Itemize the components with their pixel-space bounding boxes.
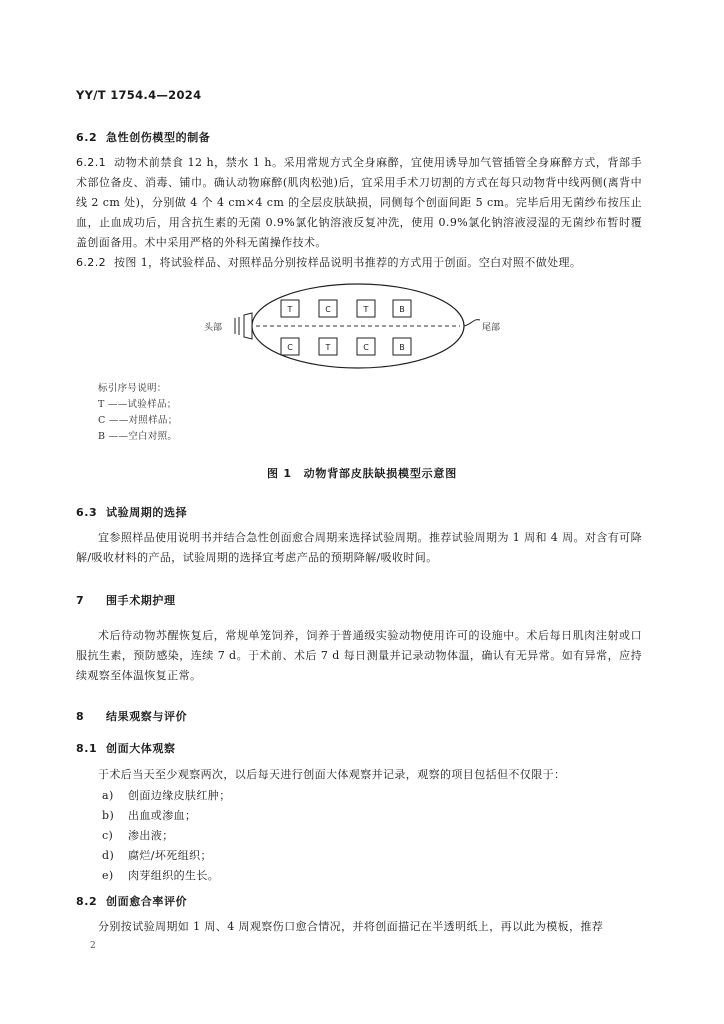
heading-number: 6.2 <box>76 131 98 144</box>
wound-label-top-3: T <box>363 305 369 314</box>
list-item <box>102 866 231 886</box>
legend-title: 标引序号说明： <box>98 383 167 394</box>
list-item <box>102 846 231 866</box>
tail-label: 尾部 <box>482 323 501 333</box>
figure-caption: 图 1 动物背部皮肤缺损模型示意图 <box>266 467 458 480</box>
list-item <box>102 806 231 826</box>
list-item-label: d) <box>102 849 115 862</box>
heading-title: 试验周期的选择 <box>106 506 188 519</box>
clause-text: 按图 1，将试验样品、对照样品分别按样品说明书推荐的方式用于创面。空白对照不做处理。 <box>114 256 582 269</box>
clause-number: 6.2.2 <box>76 256 106 269</box>
list-item-text: 肉芽组织的生长。 <box>128 869 220 882</box>
heading-title: 急性创伤模型的制备 <box>106 131 211 144</box>
page-number: 2 <box>90 941 96 951</box>
heading-number: 8.1 <box>76 742 98 755</box>
heading-8 <box>76 708 187 724</box>
wound-label-bottom-4: B <box>399 343 405 352</box>
head-marker <box>235 313 252 339</box>
heading-8-2 <box>76 893 187 909</box>
paragraph-8-2: 分别按试验周期如 1 周、4 周观察伤口愈合情况，并将创面描记在半透明纸上，再以此为模板，推荐 <box>98 920 604 933</box>
heading-number: 8 <box>76 710 85 723</box>
heading-title: 创面愈合率评价 <box>106 895 188 908</box>
observation-list <box>102 786 231 886</box>
list-item <box>102 826 231 846</box>
list-item-label: a) <box>102 789 114 802</box>
figure-diagram <box>190 280 530 380</box>
clause-number: 6.2.1 <box>76 156 106 169</box>
paragraph-7: 术后待动物苏醒恢复后，常规单笼饲养，饲养于普通级实验动物使用许可的设施中。术后每日肌肉注射或口服抗生素，预防感染，连续 7 d。于术前、术后 7 d 每日测量并记录动物体温，确认有无异常。如有异常，应持续观察至体温恢复正常。 <box>76 629 642 682</box>
list-item-label: b) <box>102 809 115 822</box>
paragraph-6-3: 宜参照样品使用说明书并结合急性创面愈合周期来选择试验周期。推荐试验周期为 1 周和 4 周。对含有可降解/吸收材料的产品，试验周期的选择宜考虑产品的预期降解/吸收时间。 <box>76 531 642 564</box>
wound-label-bottom-1: C <box>287 343 293 352</box>
legend-item: T ——试验样品； <box>98 399 177 410</box>
heading-number: 6.3 <box>76 506 98 519</box>
document-id: YY/T 1754.4—2024 <box>76 88 202 102</box>
list-item-text: 腐烂/坏死组织； <box>128 849 212 862</box>
paragraph-8-1: 于术后当天至少观察两次，以后每天进行创面大体观察并记录，观察的项目包括但不仅限于： <box>98 768 566 781</box>
heading-number: 8.2 <box>76 895 98 908</box>
heading-6-3 <box>76 504 187 520</box>
list-item-label: e) <box>102 869 114 882</box>
heading-7 <box>76 592 176 608</box>
clause-text: 动物术前禁食 12 h，禁水 1 h。采用常规方式全身麻醉，宜使用诱导加气管插管全身麻醉方式，背部手术部位备皮、消毒、铺巾。确认动物麻醉(肌肉松弛)后，宜采用手术刀切割的方式在每只动物背中线两侧(离背中线 2 cm 处)，分别做 4 个 4 cm×4 cm 的全层皮肤缺损，同侧每个创面间距 5 cm。完毕后用无菌纱布按压止血，止血成功后，用含抗生素的无菌 0.9%氯化钠溶液反复冲洗，使用 0.9%氯化钠溶液浸湿的无菌纱布暂时覆盖创面备用。术中采用严格的外科无菌操作技术。 <box>76 156 642 249</box>
heading-title: 结果观察与评价 <box>106 710 188 723</box>
paragraph-6-2-1 <box>76 153 642 253</box>
wound-label-top-4: B <box>399 305 405 314</box>
legend-item: C ——对照样品； <box>98 415 178 426</box>
heading-number: 7 <box>76 594 85 607</box>
head-label: 头部 <box>204 323 223 333</box>
tail-marker <box>464 320 480 326</box>
figure-legend <box>98 381 178 445</box>
wound-label-top-1: T <box>287 305 293 314</box>
paragraph-6-2-2 <box>76 253 642 273</box>
heading-title: 创面大体观察 <box>106 742 176 755</box>
list-item-text: 渗出液； <box>128 829 174 842</box>
heading-8-1 <box>76 740 176 756</box>
wound-label-bottom-2: T <box>325 343 331 352</box>
wound-label-bottom-3: C <box>363 343 369 352</box>
list-item-text: 出血或渗血； <box>128 809 197 822</box>
list-item-label: c) <box>102 829 114 842</box>
heading-6-2 <box>76 129 210 145</box>
list-item <box>102 786 231 806</box>
legend-item: B ——空白对照。 <box>98 431 178 442</box>
list-item-text: 创面边缘皮肤红肿； <box>128 789 231 802</box>
heading-title: 围手术期护理 <box>106 594 176 607</box>
wound-label-top-2: C <box>325 305 331 314</box>
